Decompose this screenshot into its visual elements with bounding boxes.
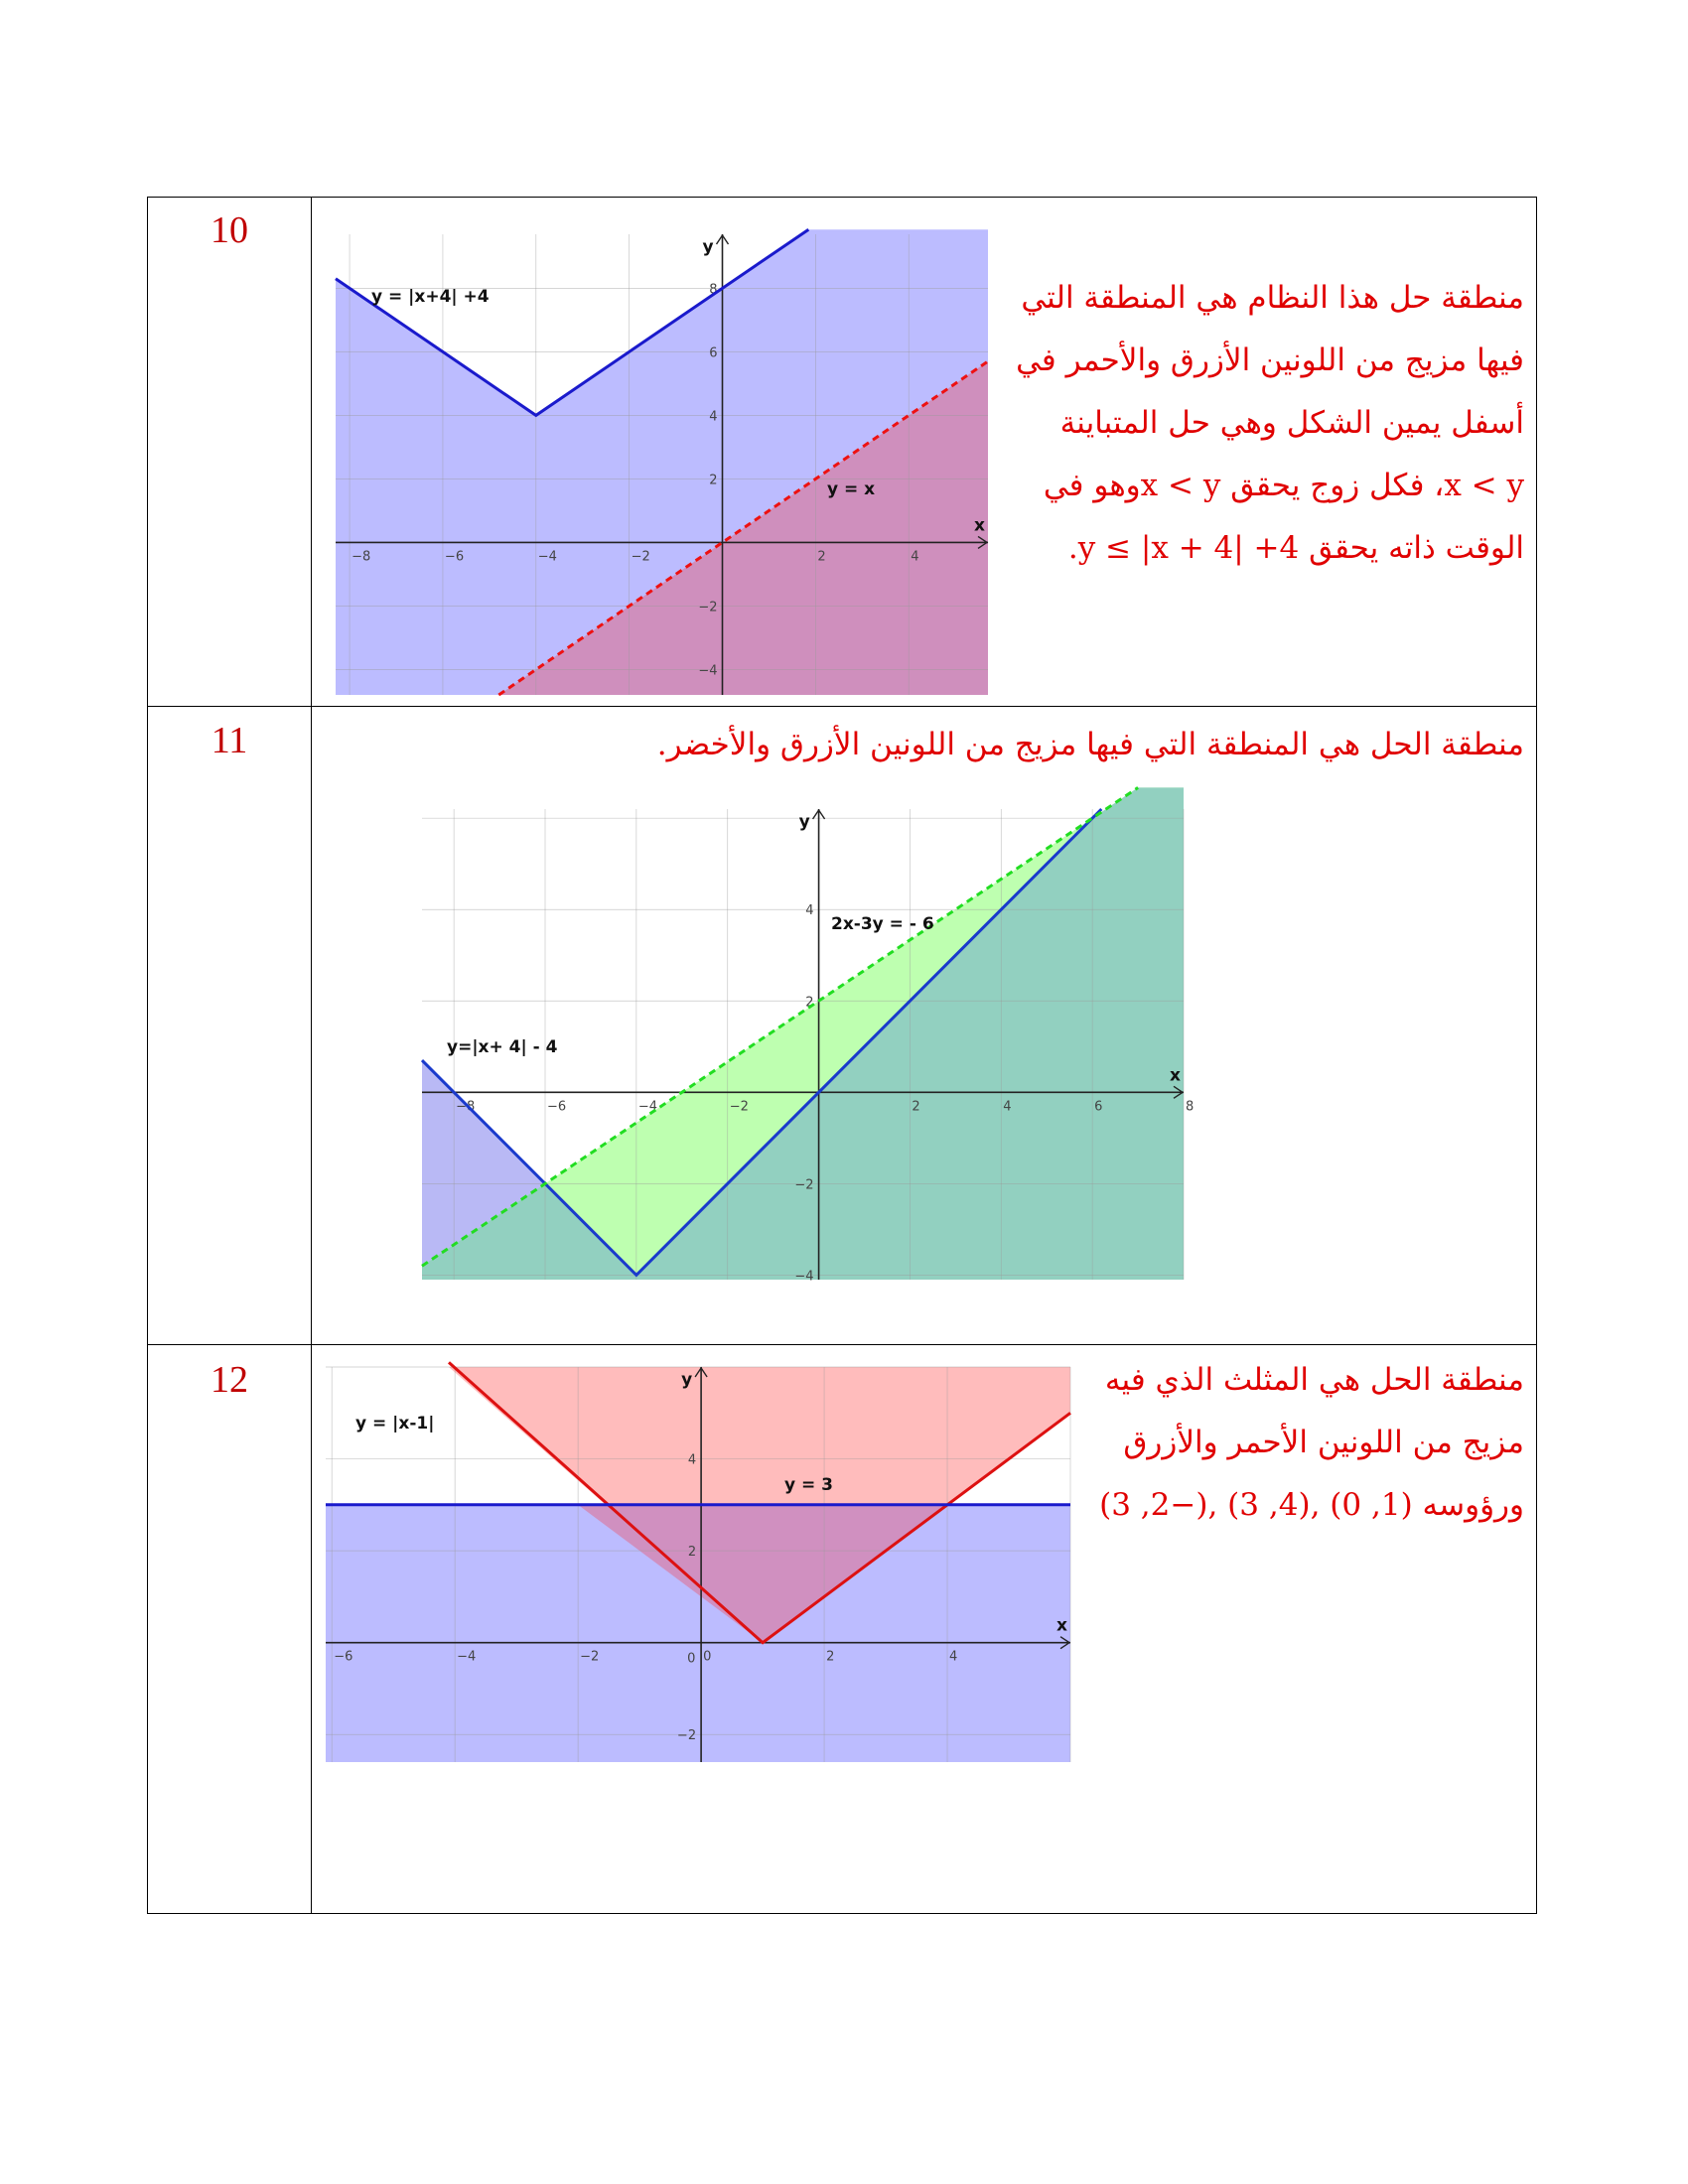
x-tick-label: 4 bbox=[1003, 1099, 1012, 1115]
x-axis-label: x bbox=[1170, 1065, 1181, 1086]
row-number: 12 bbox=[211, 1359, 248, 1401]
y-axis-label: y bbox=[702, 237, 714, 257]
series-label: y = 3 bbox=[784, 1475, 833, 1495]
series-label: y = |x+4| +4 bbox=[371, 287, 490, 307]
x-tick-label: −4 bbox=[537, 549, 557, 565]
x-axis-label: x bbox=[1056, 1615, 1067, 1636]
text-line: الوقت ذاته يحقق y ≤ |x + 4| +4. bbox=[1067, 530, 1524, 566]
x-tick-label: 4 bbox=[949, 1649, 958, 1665]
y-tick-label: −2 bbox=[698, 600, 718, 615]
column-divider bbox=[311, 198, 312, 1913]
x-tick-label: 2 bbox=[817, 549, 826, 565]
text-line: ورؤوسه (1, 0) ,(4, 3) ,(−2, 3) bbox=[1099, 1487, 1524, 1523]
graph-12 bbox=[326, 1367, 1070, 1762]
x-tick-label: 4 bbox=[911, 549, 919, 565]
row-explanation bbox=[998, 267, 1524, 580]
text-line: منطقة الحل هي المثلث الذي فيه bbox=[1104, 1362, 1524, 1398]
y-tick-label: −2 bbox=[676, 1728, 697, 1744]
y-tick-label: −2 bbox=[794, 1177, 814, 1193]
x-tick-label: −2 bbox=[580, 1649, 600, 1665]
x-tick-label: −4 bbox=[457, 1649, 477, 1665]
y-tick-label: 2 bbox=[687, 1545, 697, 1561]
y-tick-label: −4 bbox=[698, 663, 718, 679]
row-explanation bbox=[1048, 1349, 1524, 1537]
series-label: 2x-3y = - 6 bbox=[831, 914, 934, 934]
y-tick-label: 2 bbox=[805, 995, 814, 1011]
y-tick-label: 2 bbox=[709, 473, 718, 488]
x-tick-label: −8 bbox=[456, 1099, 476, 1115]
series-label: y = |x-1| bbox=[355, 1414, 435, 1433]
x-tick-label: −8 bbox=[352, 549, 371, 565]
series-label: y=|x+ 4| - 4 bbox=[447, 1037, 558, 1057]
text-line: مزيج من اللونين الأحمر والأزرق bbox=[1123, 1425, 1524, 1460]
x-tick-label: −2 bbox=[631, 549, 650, 565]
x-tick-label: 8 bbox=[1186, 1099, 1195, 1115]
row-divider bbox=[148, 706, 1536, 707]
row-divider bbox=[148, 1344, 1536, 1345]
x-tick-label: 2 bbox=[826, 1649, 835, 1665]
x-tick-label: 0 bbox=[703, 1649, 712, 1665]
x-tick-label: 0 bbox=[687, 1651, 696, 1667]
text-line: فيها مزيج من اللونين الأزرق والأحمر في bbox=[1016, 342, 1524, 378]
text-line: منطقة الحل هي المنطقة التي فيها مزيج من اللونين الأزرق والأخضر. bbox=[656, 727, 1524, 762]
series-label: y = x bbox=[827, 479, 876, 499]
row-explanation bbox=[432, 714, 1524, 776]
graph-10 bbox=[336, 234, 988, 695]
text-line: أسفل يمين الشكل وهي حل المتباينة bbox=[1059, 405, 1524, 441]
y-axis-label: y bbox=[681, 1370, 693, 1390]
y-tick-label: −4 bbox=[794, 1269, 814, 1285]
y-axis-label: y bbox=[798, 812, 810, 832]
x-tick-label: −4 bbox=[637, 1099, 658, 1115]
text-line: x < y، فكل زوج يحقق x < yوهو في bbox=[1043, 468, 1524, 503]
x-tick-label: 6 bbox=[1094, 1099, 1103, 1115]
y-tick-label: 4 bbox=[687, 1452, 697, 1468]
text-line: منطقة حل هذا النظام هي المنطقة التي bbox=[1021, 280, 1524, 316]
x-tick-label: −6 bbox=[334, 1649, 353, 1665]
x-tick-label: −2 bbox=[729, 1099, 749, 1115]
y-tick-label: 8 bbox=[709, 282, 718, 298]
x-tick-label: −6 bbox=[444, 549, 465, 565]
y-tick-label: 6 bbox=[709, 345, 718, 361]
x-tick-label: −6 bbox=[547, 1099, 567, 1115]
x-tick-label: 2 bbox=[912, 1099, 920, 1115]
row-number: 10 bbox=[211, 209, 248, 251]
x-axis-label: x bbox=[974, 515, 985, 536]
y-tick-label: 4 bbox=[709, 409, 718, 425]
row-number: 11 bbox=[211, 720, 248, 761]
y-tick-label: 4 bbox=[805, 903, 814, 919]
graph-11 bbox=[422, 809, 1195, 1285]
